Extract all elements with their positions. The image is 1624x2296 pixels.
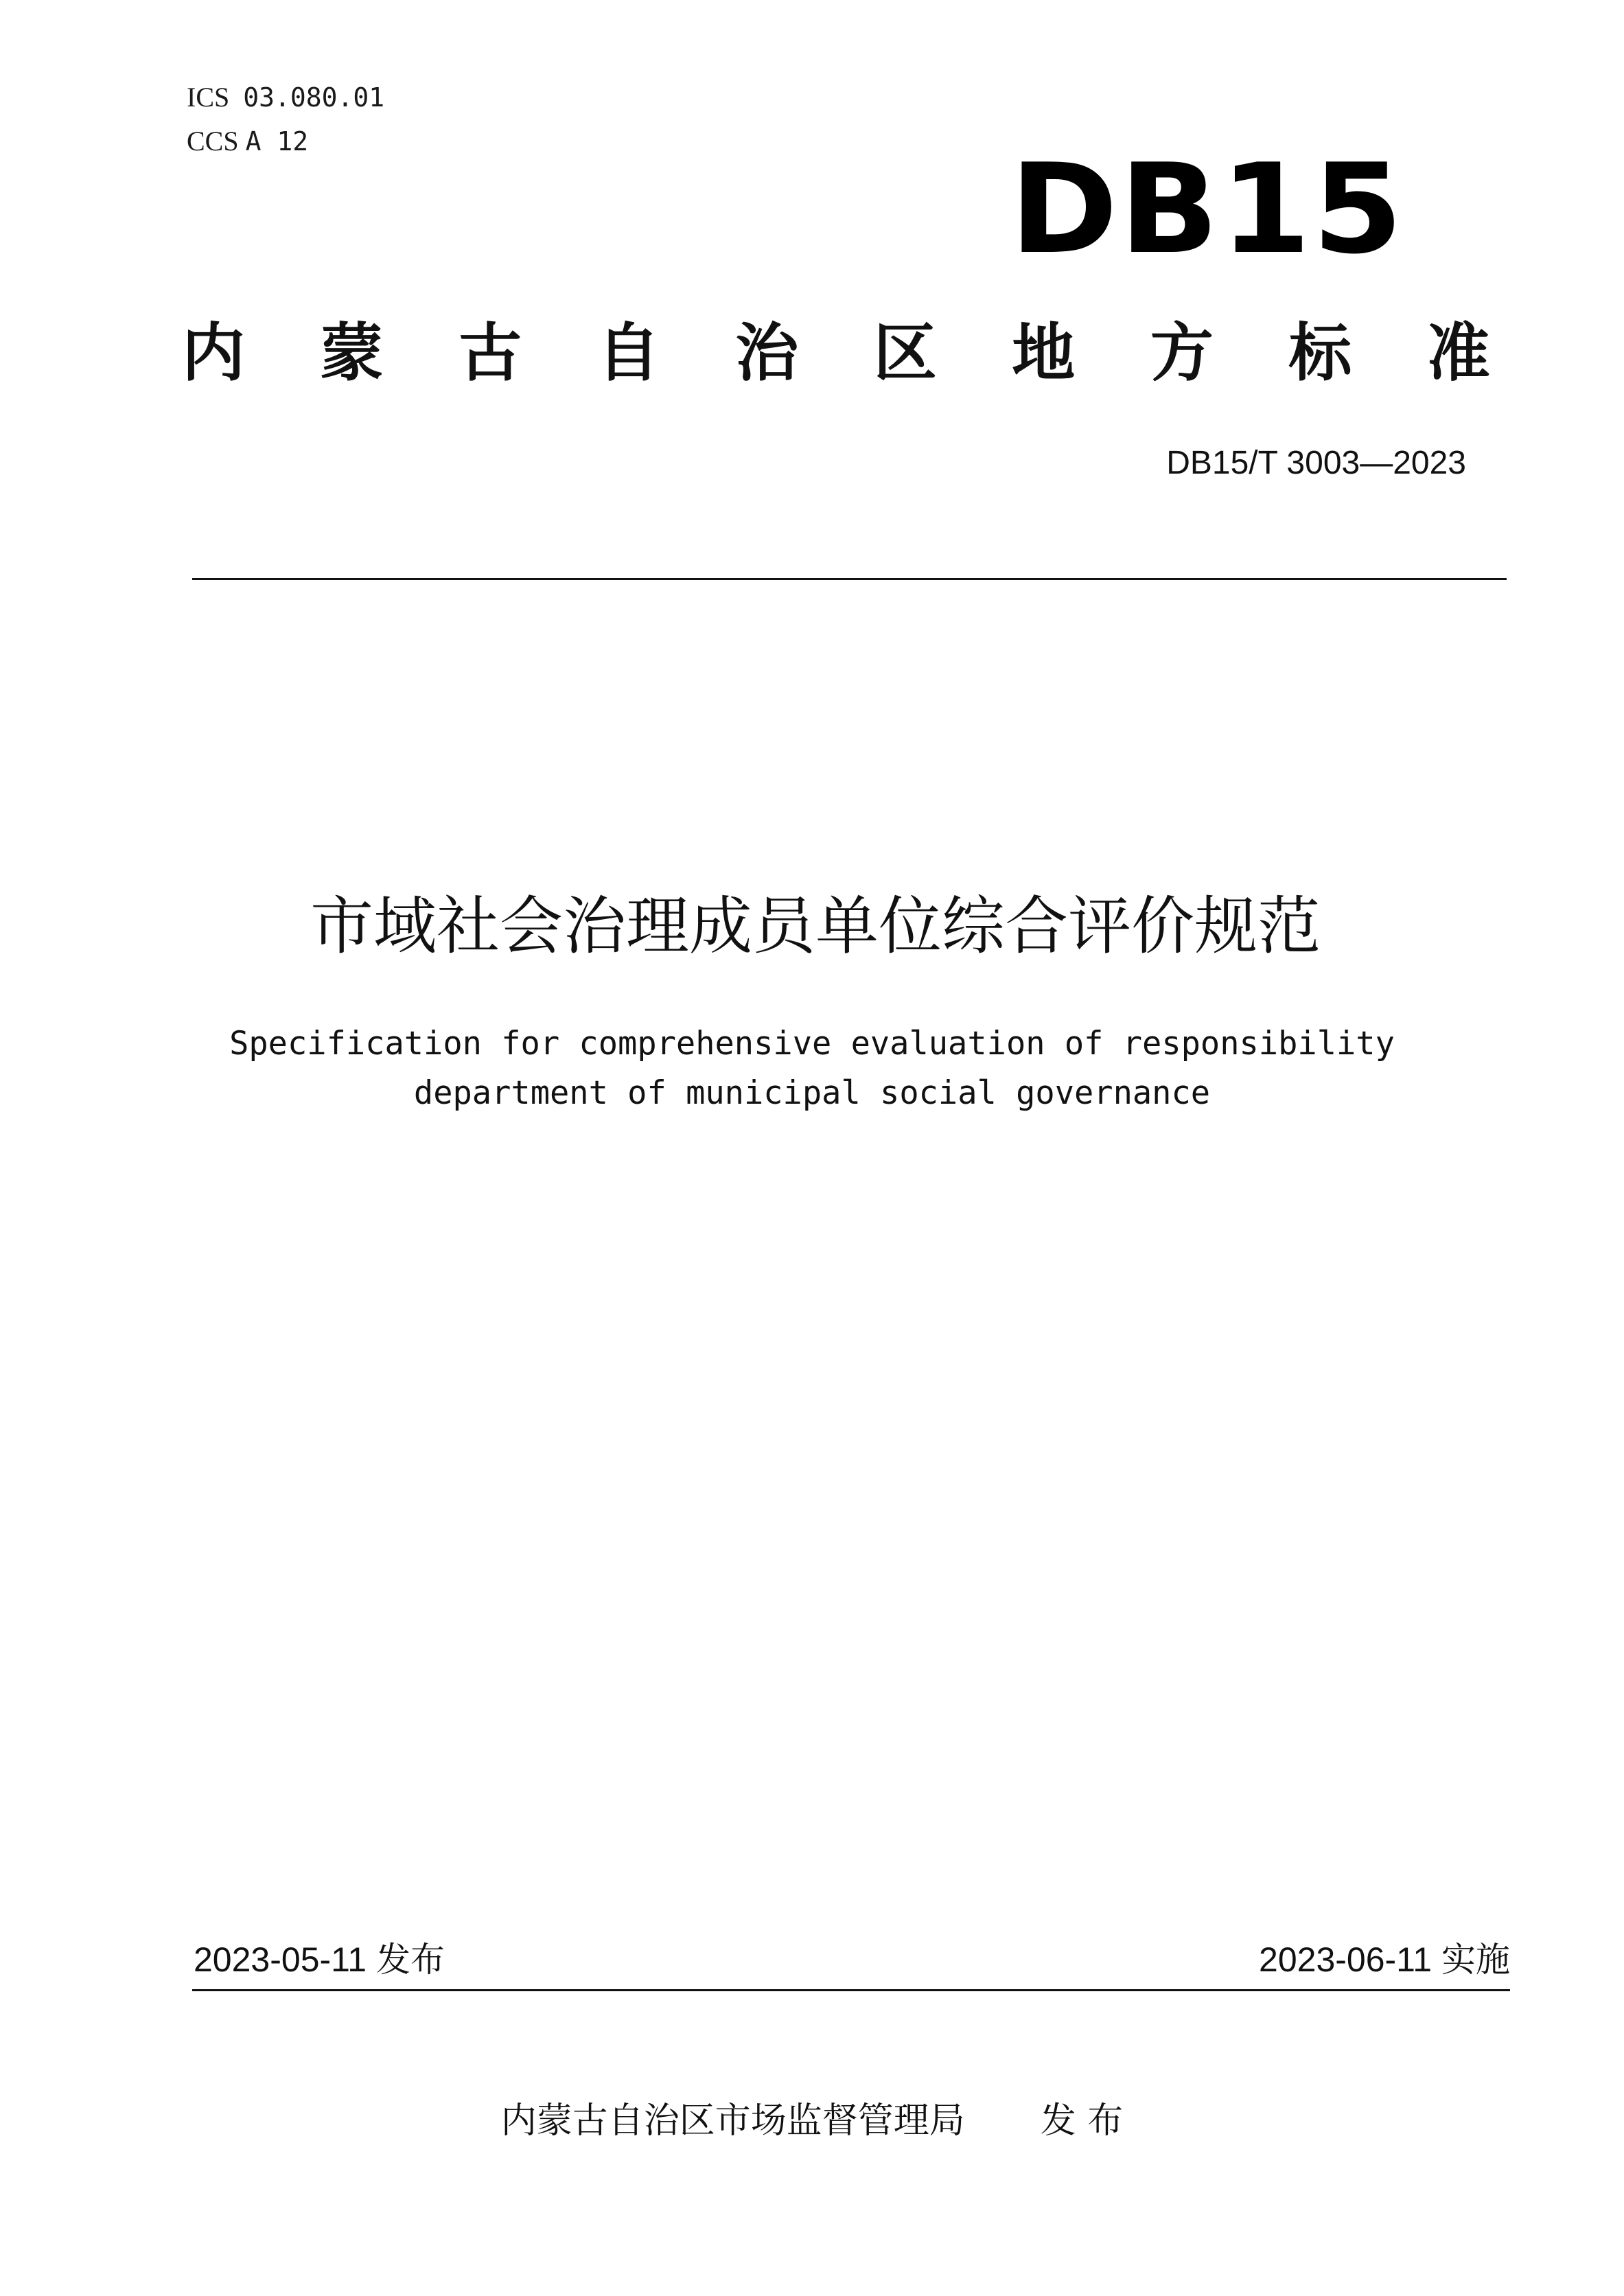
publish-date: 2023-05-11 bbox=[194, 1940, 367, 1979]
issuer-name: 内蒙古自治区市场监督管理局 bbox=[500, 2100, 965, 2142]
authority-char: 准 bbox=[1426, 316, 1490, 390]
implement-date: 2023-06-11 bbox=[1259, 1940, 1432, 1979]
authority-char: 内 bbox=[182, 316, 246, 390]
ccs-row bbox=[187, 119, 384, 163]
implement-date-block bbox=[1259, 1932, 1510, 1987]
ics-row bbox=[187, 76, 384, 119]
ccs-value: A 12 bbox=[245, 126, 309, 156]
standard-number: DB15/T 3003—2023 bbox=[1166, 445, 1466, 481]
title-english-line2: department of municipal social governance bbox=[413, 1074, 1211, 1112]
authority-char: 治 bbox=[735, 316, 799, 390]
ccs-label: CCS bbox=[187, 126, 239, 156]
authority-char: 区 bbox=[873, 316, 937, 390]
top-divider bbox=[192, 578, 1507, 580]
authority-char: 蒙 bbox=[320, 316, 384, 390]
issuer-line bbox=[0, 2094, 1624, 2148]
publish-date-block bbox=[194, 1932, 445, 1987]
classification-codes bbox=[187, 76, 384, 163]
db15-logo: DB15 bbox=[1010, 137, 1404, 281]
title-english-line1: Specification for comprehensive evaluation of responsibility bbox=[229, 1025, 1395, 1063]
authority-char: 地 bbox=[1012, 316, 1076, 390]
authority-heading bbox=[182, 312, 1490, 395]
authority-char: 标 bbox=[1288, 316, 1352, 390]
publish-label: 发布 bbox=[375, 1940, 445, 1980]
issuer-action: 发 布 bbox=[1040, 2100, 1124, 2142]
authority-char: 自 bbox=[596, 316, 660, 390]
implement-label: 实施 bbox=[1441, 1940, 1510, 1980]
bottom-divider bbox=[192, 1989, 1510, 1991]
authority-char: 古 bbox=[459, 316, 522, 390]
title-chinese: 市域社会治理成员单位综合评价规范 bbox=[310, 890, 1321, 963]
authority-char: 方 bbox=[1150, 316, 1214, 390]
ics-label: ICS bbox=[187, 82, 230, 113]
ics-value: 03.080.01 bbox=[243, 82, 385, 113]
title-english bbox=[0, 1019, 1624, 1118]
